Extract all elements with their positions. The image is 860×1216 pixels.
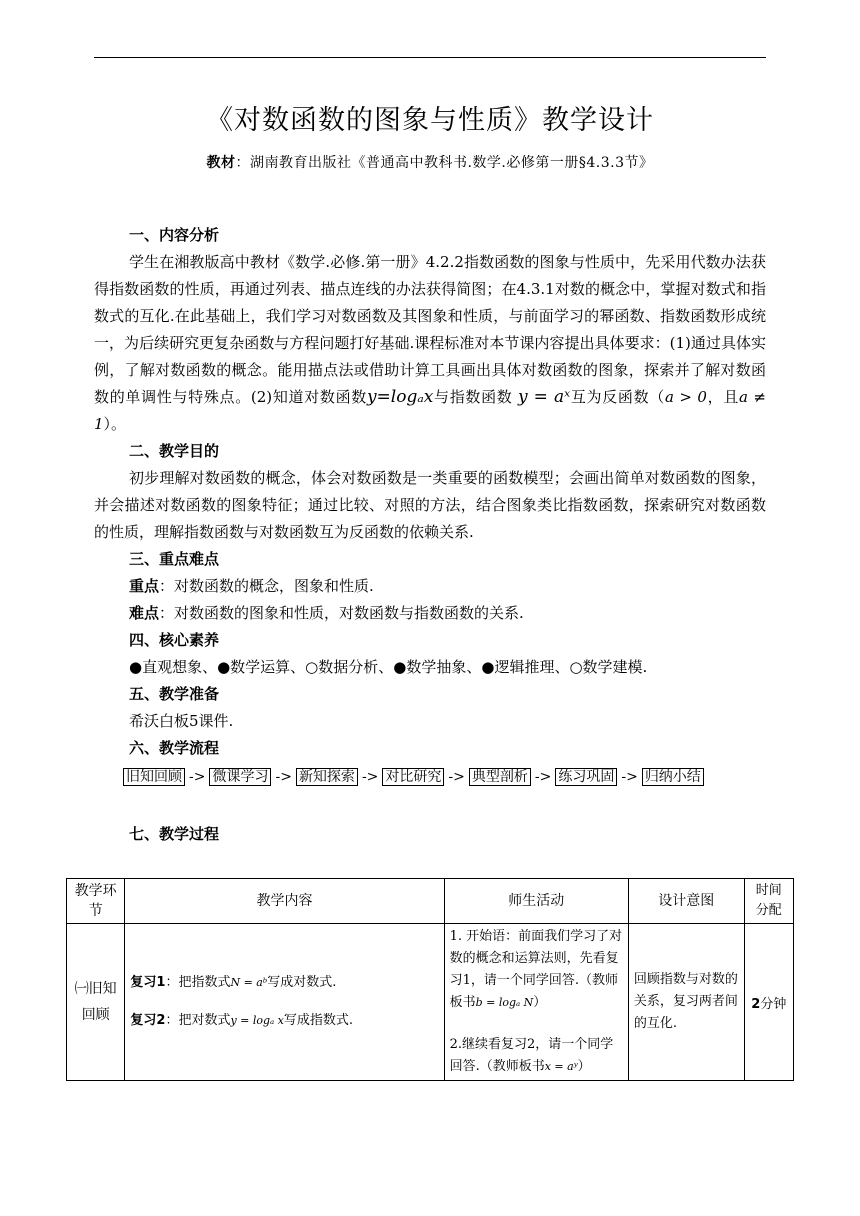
subtitle-text: ：湖南教育出版社《普通高中教科书.数学.必修第一册§4.3.3节》 (235, 155, 654, 171)
flow-step-summary: 归纳小结 (642, 768, 704, 786)
math-log-function: y=logₐx (366, 387, 434, 407)
subtitle-label: 教材 (206, 155, 236, 171)
review-2-text-b: 写成指数式. (283, 1013, 354, 1028)
cell-stage: ㈠旧知回顾 (67, 924, 125, 1081)
flow-arrow: -> (275, 769, 292, 785)
review-2-label: 复习2 (130, 1013, 166, 1028)
content-analysis-text-b: 与指数函数 (433, 388, 513, 406)
teaching-goals-paragraph: 初步理解对数函数的概念，体会对数函数是一类重要的函数模型；会画出简单对数函数的图象，并会描述对数函数的图象特征；通过比较、对照的方法，结合图象类比指数函数，探索研究对数函数的性质，理解指数函数与对数函数互为反函数的依赖关系. (94, 469, 766, 541)
flow-step-examples: 典型剖析 (469, 768, 531, 786)
flow-step-micro-lesson: 微课学习 (209, 768, 271, 786)
difficulty-line (94, 600, 766, 627)
review-1-text-b: 写成对数式. (267, 975, 337, 990)
review-2-math: y = logₐ x (230, 1014, 284, 1027)
flow-step-practice: 练习巩固 (555, 768, 617, 786)
math-condition-not-one: a ≠ 1 (94, 388, 766, 433)
document-body (94, 222, 766, 848)
activity-1-math: b = logₐ N (475, 996, 534, 1009)
content-analysis-text-c: 互为反函数（ (570, 388, 665, 406)
header-time: 时间分配 (744, 879, 793, 924)
table-header-row (67, 879, 794, 924)
section-heading-teaching-flow: 六、教学流程 (129, 739, 220, 757)
flow-step-review: 旧知回顾 (123, 768, 185, 786)
teaching-flow-diagram (94, 764, 766, 791)
activity-1 (450, 926, 623, 1014)
activity-2 (450, 1034, 623, 1078)
document-title: 《对数函数的图象与性质》教学设计 (206, 105, 654, 136)
header-activity: 师生活动 (444, 879, 628, 924)
content-analysis-text-a: 学生在湘教版高中教材《数学.必修.第一册》4.2.2指数函数的图象与性质中，先采用代数办法获得指数函数的性质，再通过列表、描点连线的办法获得简图；在4.3.1对数的概念中，掌握对数式和指数式的互化.在此基础上，我们学习对数函数及其图象和性质，与前面学习的幂函数、指数函数形成统一，为后续研究更复杂函数与方程问题打好基础.课程标准对本节课内容提出具体要求：(1)通过具体实例，了解对数函数的概念。能用描点法或借助计算工具画出具体对数函数的图象，探索并了解对数函数的单调性与特殊点。(2)知道对数函数 (94, 253, 766, 406)
cell-activity (444, 924, 628, 1081)
flow-arrow: -> (448, 769, 465, 785)
top-rule (94, 57, 766, 58)
review-1-math: N = aᵇ (230, 976, 268, 989)
section-heading-key-points: 三、重点难点 (129, 550, 220, 568)
content-analysis-paragraph (94, 249, 766, 438)
header-stage: 教学环节 (67, 879, 125, 924)
flow-step-explore: 新知探索 (296, 768, 358, 786)
time-number: 2 (751, 996, 761, 1012)
activity-2-math: x = aʸ (544, 1060, 578, 1073)
activity-1-text-b: ） (533, 995, 547, 1010)
preparation-text: 希沃白板5课件. (129, 712, 234, 730)
time-unit: 分钟 (760, 996, 787, 1012)
difficulty-label: 难点 (129, 604, 160, 622)
flow-step-compare: 对比研究 (382, 768, 444, 786)
header-content: 教学内容 (125, 879, 444, 924)
section-heading-core-literacy: 四、核心素养 (129, 631, 220, 649)
flow-arrow: -> (621, 769, 638, 785)
review-1 (130, 974, 438, 992)
section-heading-content-analysis: 一、内容分析 (129, 226, 220, 244)
activity-2-text-a: 2.继续看复习2，请一个同学回答.（教师板书 (449, 1037, 614, 1074)
math-condition-positive: a > 0 (664, 388, 707, 406)
document-subtitle (94, 152, 766, 172)
content-analysis-text-e: ）。 (103, 415, 127, 433)
key-point-text: ：对数函数的概念，图象和性质. (159, 577, 374, 595)
content-analysis-text-d: ，且 (706, 388, 740, 406)
flow-arrow: -> (361, 769, 379, 785)
section-heading-preparation: 五、教学准备 (129, 685, 220, 703)
key-point-label: 重点 (129, 577, 160, 595)
review-1-text-a: ：把指数式 (165, 975, 231, 990)
activity-2-text-b: ） (577, 1059, 591, 1074)
core-literacy-text: ●直观想象、●数学运算、○数据分析、●数学抽象、●逻辑推理、○数学建模. (129, 658, 648, 676)
header-intent: 设计意图 (628, 879, 744, 924)
cell-intent: 回顾指数与对数的关系，复习两者间的互化. (628, 924, 744, 1081)
section-heading-teaching-process: 七、教学过程 (129, 825, 220, 843)
review-2 (130, 1012, 438, 1030)
key-point-line (94, 573, 766, 600)
review-1-label: 复习1 (130, 975, 166, 990)
section-heading-teaching-goals: 二、教学目的 (129, 442, 220, 460)
table-row (67, 924, 794, 1081)
cell-content (125, 924, 444, 1081)
teaching-process-table (66, 878, 794, 1081)
review-2-text-a: ：把对数式 (165, 1013, 231, 1028)
cell-time (744, 924, 793, 1081)
difficulty-text: ：对数函数的图象和性质，对数函数与指数函数的关系. (159, 604, 524, 622)
math-exp-function: y = aˣ (517, 387, 571, 407)
flow-arrow: -> (189, 769, 206, 785)
activity-1-text-a: 1. 开始语：前面我们学习了对数的概念和运算法则，先看复习1，请一个同学回答.（教师板书 (449, 929, 623, 1010)
flow-arrow: -> (534, 769, 552, 785)
